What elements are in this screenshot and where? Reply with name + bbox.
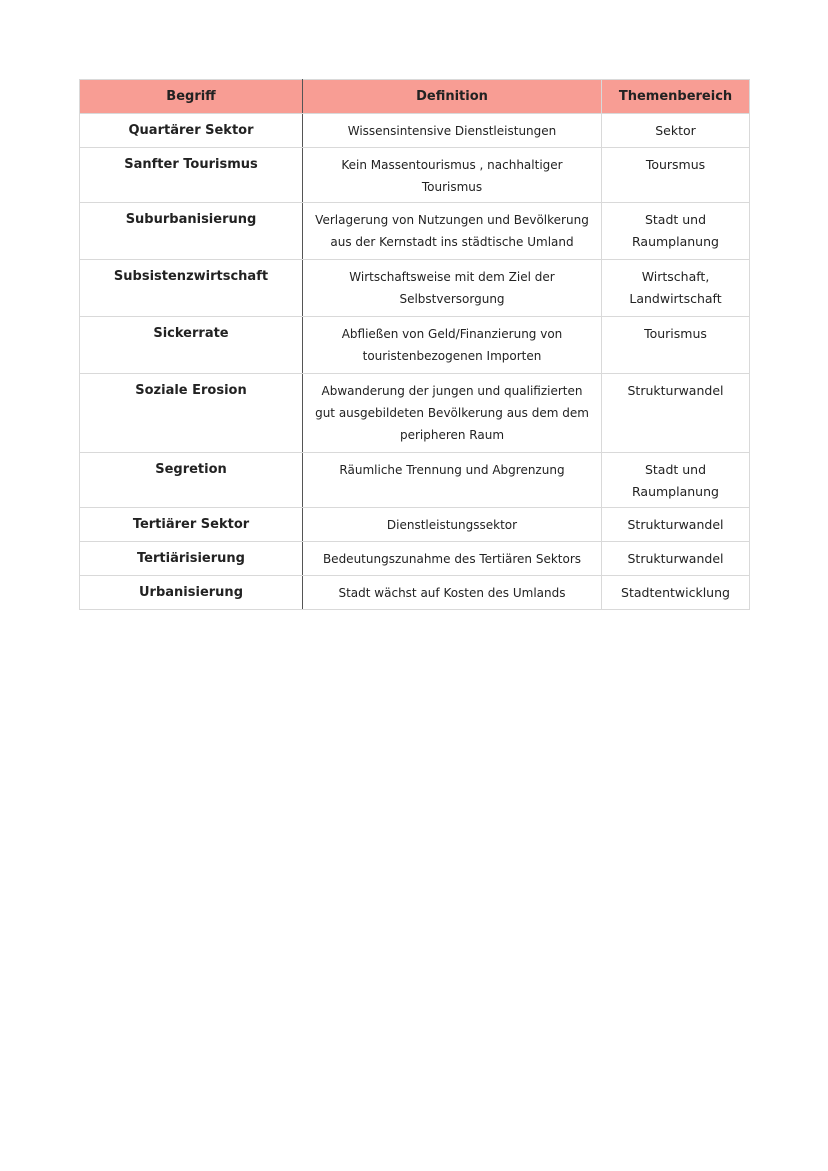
definition-cell: Kein Massentourismus , nachhaltiger Tourismus [303,148,602,203]
definition-cell: Dienstleistungssektor [303,508,602,542]
term-cell: Tertiärisierung [80,542,303,576]
topic-cell: Stadt und Raumplanung [602,453,750,508]
topic-cell: Tourismus [602,317,750,374]
term-cell: Subsistenzwirtschaft [80,260,303,317]
table-row [80,317,750,374]
term-cell: Tertiärer Sektor [80,508,303,542]
topic-cell: Toursmus [602,148,750,203]
table-row [80,260,750,317]
term-cell: Sanfter Tourismus [80,148,303,203]
topic-cell: Stadtentwicklung [602,576,750,610]
topic-cell: Sektor [602,114,750,148]
table-row [80,148,750,203]
glossary-table [79,79,750,610]
definition-cell: Räumliche Trennung und Abgrenzung [303,453,602,508]
table-header-row [80,80,750,114]
definition-cell: Abwanderung der jungen und qualifizierten gut ausgebildeten Bevölkerung aus dem dem peripheren Raum [303,374,602,453]
table-row [80,453,750,508]
table-row [80,542,750,576]
table-row [80,374,750,453]
term-cell: Segretion [80,453,303,508]
definition-cell: Abfließen von Geld/Finanzierung von touristenbezogenen Importen [303,317,602,374]
definition-cell: Bedeutungszunahme des Tertiären Sektors [303,542,602,576]
term-cell: Suburbanisierung [80,203,303,260]
table-row [80,576,750,610]
topic-cell: Wirtschaft, Landwirtschaft [602,260,750,317]
header-definition: Definition [303,80,602,114]
header-begriff: Begriff [80,80,303,114]
header-themenbereich: Themenbereich [602,80,750,114]
term-cell: Urbanisierung [80,576,303,610]
term-cell: Quartärer Sektor [80,114,303,148]
term-cell: Sickerrate [80,317,303,374]
definition-cell: Wirtschaftsweise mit dem Ziel der Selbstversorgung [303,260,602,317]
topic-cell: Strukturwandel [602,542,750,576]
definition-cell: Verlagerung von Nutzungen und Bevölkerung aus der Kernstadt ins städtische Umland [303,203,602,260]
table-row [80,203,750,260]
topic-cell: Strukturwandel [602,508,750,542]
term-cell: Soziale Erosion [80,374,303,453]
topic-cell: Strukturwandel [602,374,750,453]
table-row [80,508,750,542]
table-row [80,114,750,148]
definition-cell: Wissensintensive Dienstleistungen [303,114,602,148]
topic-cell: Stadt und Raumplanung [602,203,750,260]
definition-cell: Stadt wächst auf Kosten des Umlands [303,576,602,610]
